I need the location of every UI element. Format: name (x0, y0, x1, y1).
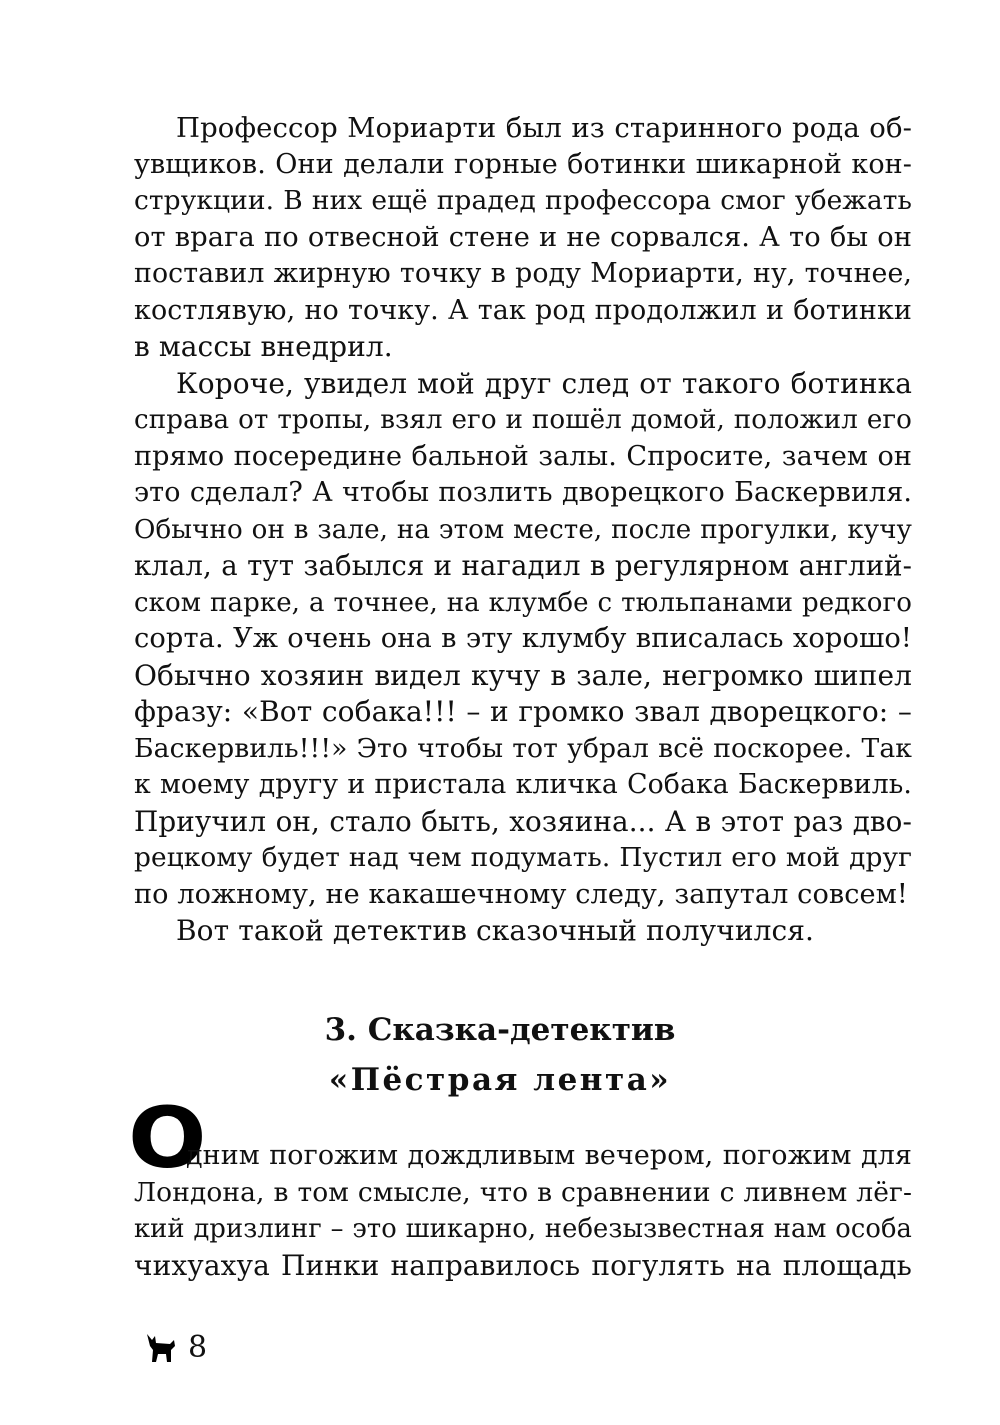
chapter-title-line-1: 3. Сказка-детектив (324, 1012, 676, 1048)
drop-cap (128, 1089, 207, 1187)
chihuahua-icon (144, 1330, 178, 1366)
paragraph-2-line: фразу: «Вот собака!!! – и громко звал дворецкого: – (134, 695, 912, 728)
paragraph-2-line: сорта. Уж очень она в эту клумбу вписалась хорошо! (134, 623, 912, 654)
paragraph-2-line: справа от тропы, взял его и пошёл домой, положил его (134, 405, 912, 435)
paragraph-2-line: рецкому будет над чем подумать. Пустил его мой друг (134, 843, 912, 873)
paragraph-2-line: Обычно хозяин видел кучу в зале, негромко шипел (134, 659, 912, 692)
paragraph-1-line: Профессор Мориарти был из старинного рода об- (176, 112, 912, 144)
paragraph-2-line: это сделал? А чтобы позлить дворецкого Баскервиля. (134, 477, 912, 508)
drop-cap-letter: О (128, 1089, 207, 1187)
chapter-text-line: Лондона, в том смысле, что в сравнении с ливнем лёг- (134, 1177, 912, 1208)
paragraph-2-line: Обычно он в зале, на этом месте, после прогулки, кучу (134, 515, 912, 545)
chapter-text-line: чихуахуа Пинки направилось погулять на площадь (134, 1249, 912, 1282)
paragraph-2-line: к моему другу и пристала кличка Собака Баскервиль. (134, 769, 912, 800)
paragraph-1-line: в массы внедрил. (134, 330, 393, 363)
paragraph-1-line: поставил жирную точку в роду Мориарти, ну, точнее, (134, 258, 912, 289)
paragraph-1-line: от врага по отвесной стене и не сорвался. А то бы он (134, 222, 912, 253)
paragraph-2-line: клал, а тут забылся и нагадил в регулярном англий- (134, 550, 912, 582)
chapter-text-line: дним погожим дождливым вечером, погожим для (186, 1140, 912, 1171)
paragraph-2-line: по ложному, не какашечному следу, запутал совсем! (134, 879, 908, 910)
paragraph-1-line: увщиков. Они делали горные ботинки шикарной кон- (134, 149, 912, 180)
paragraph-3-line: Вот такой детектив сказочный получился. (176, 914, 815, 947)
paragraph-2-line: Короче, увидел мой друг след от такого ботинка (176, 367, 912, 400)
chapter-title-line-2: «Пёстрая лента» (328, 1062, 672, 1098)
paragraph-2-line: прямо посередине бальной залы. Спросите, зачем он (134, 441, 912, 472)
paragraph-2-line: Приучил он, стало быть, хозяина... А в этот раз дво- (134, 805, 912, 838)
paragraph-2-line: Баскервиль!!!» Это чтобы тот убрал всё поскорее. Так (134, 733, 912, 764)
chapter-text-line: кий дризлинг – это шикарно, небезызвестная нам особа (134, 1214, 912, 1244)
paragraph-1-line: костлявую, но точку. А так род продолжил и ботинки (134, 295, 912, 326)
paragraph-1-line: струкции. В них ещё прадед профессора смог убежать (134, 185, 912, 216)
paragraph-2-line: ском парке, а точнее, на клумбе с тюльпанами редкого (134, 588, 912, 618)
page-number: 8 (188, 1330, 208, 1365)
